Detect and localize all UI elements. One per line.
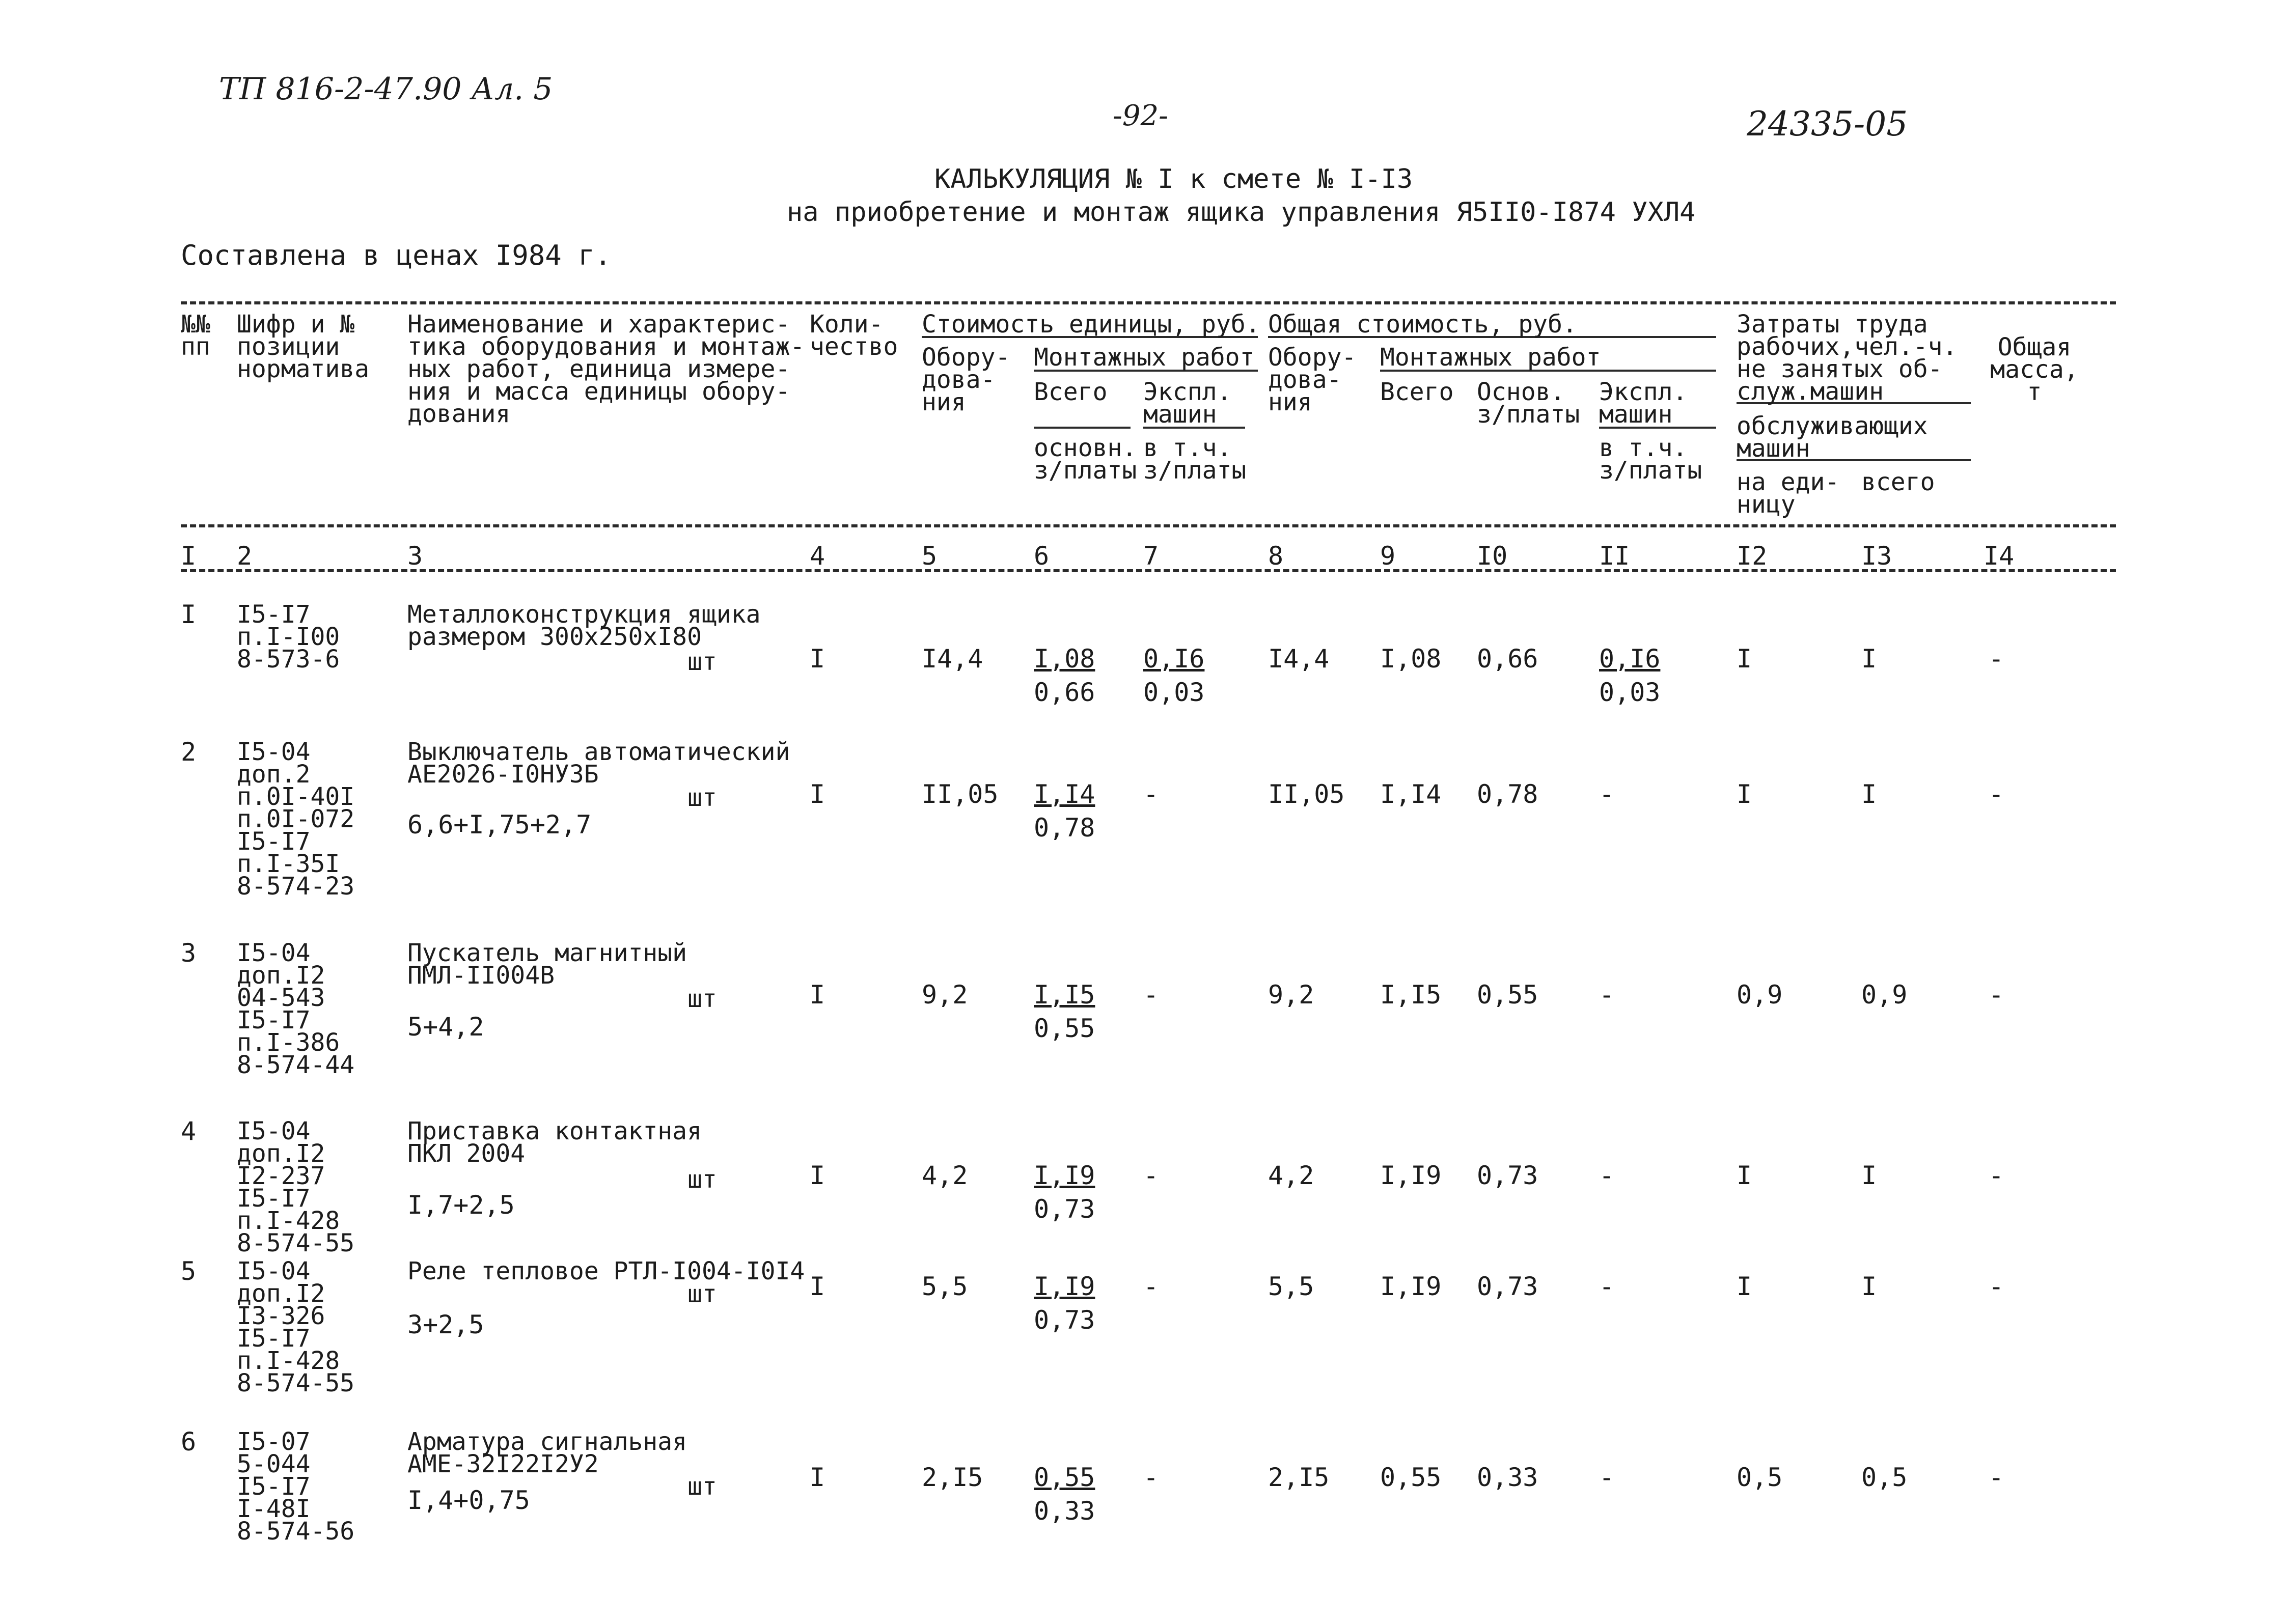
weight-formula: 6,6+I,75+2,7 [407,810,592,839]
header-unit-equipment: Обору- дова- ния [922,343,1010,416]
column-number: 6 [1034,541,1050,571]
item-name: Реле тепловое РТЛ-I004-I0I4 [407,1257,805,1285]
column-number: II [1599,541,1630,571]
total-equipment-cost: 4,2 [1268,1161,1314,1190]
total-mount-total: I,I5 [1380,980,1442,1010]
weight-formula: 3+2,5 [407,1310,484,1339]
header-unit-machines: Экспл. машин [1143,378,1232,429]
header-labor: Затраты труда рабочих,чел.-ч. не занятых об- служ.машин [1737,310,1958,406]
quantity: I [810,1463,825,1492]
column-number: I0 [1477,541,1508,571]
total-machine-cost: - [1599,980,1615,1010]
column-number: 3 [407,541,423,571]
total-mass: - [1989,779,2004,809]
unit-mount-total: I,08 [1034,644,1095,674]
norm-code: I5-I7 п.I-I00 8-573-6 [237,600,340,674]
header-labor-per-unit: на еди- ницу [1737,468,1840,519]
row-number: 6 [181,1427,197,1457]
total-mount-total: I,I9 [1380,1161,1442,1190]
document-title: КАЛЬКУЛЯЦИЯ № I к смете № I-I3 [934,164,1413,194]
total-equipment-cost: II,05 [1268,779,1345,809]
unit-total-underline [1034,427,1131,429]
item-name: Пускатель магнитный ПМЛ-II004В [407,939,687,990]
table-header-bottom-rule [181,524,2116,527]
total-machine-wage: 0,03 [1599,678,1661,707]
table-top-rule [181,301,2116,304]
labor-per-unit: 0,5 [1737,1463,1783,1492]
labor-per-unit: 0,9 [1737,980,1783,1010]
labor-total: I [1861,1272,1877,1301]
labor-total: I [1861,644,1877,674]
unit-machine-cost: 0,I6 [1143,644,1205,674]
header-unit-incl-wage: в т.ч. з/платы [1143,434,1247,485]
total-base-wage: 0,73 [1477,1272,1538,1301]
norm-code: I5-04 доп.I2 I2-237 I5-I7 п.I-428 8-574-55 [237,1117,355,1257]
total-base-wage: 0,73 [1477,1161,1538,1190]
item-unit: шт [687,985,717,1013]
total-machine-cost: - [1599,779,1615,809]
quantity: I [810,644,825,674]
labor-per-unit: I [1737,1161,1752,1190]
page-number: -92- [1113,99,1169,132]
header-total-cost: Общая стоимость, руб. [1268,310,1577,339]
document-subtitle: на приобретение и монтаж ящика управления Я5II0-I874 УХЛ4 [787,197,1696,228]
unit-equipment-cost: 2,I5 [922,1463,983,1492]
item-unit: шт [687,1280,717,1308]
item-unit: шт [687,648,717,676]
labor-per-unit: I [1737,644,1752,674]
labor-total: 0,5 [1861,1463,1908,1492]
unit-mount-base-wage: 0,73 [1034,1305,1095,1335]
column-number: 9 [1380,541,1396,571]
norm-code: I5-04 доп.I2 I3-326 I5-I7 п.I-428 8-574-55 [237,1257,355,1397]
unit-machine-wage: 0,03 [1143,678,1205,707]
total-base-wage: 0,78 [1477,779,1538,809]
header-unit-mounting: Монтажных работ [1034,343,1255,372]
weight-formula: I,4+0,75 [407,1486,530,1515]
row-number: 4 [181,1116,197,1146]
unit-mount-base-wage: 0,33 [1034,1496,1095,1526]
unit-mount-base-wage: 0,78 [1034,813,1095,843]
column-number: 4 [810,541,825,571]
header-total-machines: Экспл. машин [1599,378,1688,429]
unit-machine-cost: - [1143,1272,1159,1301]
item-name: Выключатель автоматический АЕ2026-I0НУЗБ [407,738,790,789]
unit-mount-base-wage: 0,73 [1034,1194,1095,1224]
total-mount-total: I,I9 [1380,1272,1442,1301]
total-mass: - [1989,1272,2004,1301]
unit-mount-total: I,I5 [1034,980,1095,1010]
total-mass: - [1989,644,2004,674]
column-number: I [181,541,197,571]
unit-equipment-cost: I4,4 [922,644,983,674]
total-mass: - [1989,980,2004,1010]
norm-code: I5-07 5-044 I5-I7 I-48I 8-574-56 [237,1427,355,1546]
header-row-number: №№ пп [181,310,210,361]
quantity: I [810,980,825,1010]
archive-stamp-number: 24335-05 [1747,104,1908,144]
item-name: Арматура сигнальная АМЕ-32I22I2У2 [407,1427,687,1478]
header-unit-cost: Стоимость единицы, руб. [922,310,1260,339]
norm-code: I5-04 доп.2 п.0I-40I п.0I-072 I5-I7 п.I-35I 8-574-23 [237,738,355,901]
header-unit-base-wage: основн. з/платы [1034,434,1137,485]
unit-mount-total: I,I9 [1034,1161,1095,1190]
unit-equipment-cost: 4,2 [922,1161,968,1190]
total-base-wage: 0,66 [1477,644,1538,674]
column-number: 2 [237,541,253,571]
unit-mount-base-wage: 0,66 [1034,678,1095,707]
item-unit: шт [687,1472,717,1501]
column-number: 8 [1268,541,1284,571]
unit-machine-cost: - [1143,779,1159,809]
item-name: Приставка контактная ПКЛ 2004 [407,1117,702,1168]
norm-code: I5-04 доп.I2 04-543 I5-I7 п.I-386 8-574-44 [237,939,355,1079]
row-number: I [181,600,197,629]
header-quantity: Коли- чество [810,310,898,361]
header-total-total: Всего [1380,378,1454,406]
unit-machine-cost: - [1143,1463,1159,1492]
unit-equipment-cost: II,05 [922,779,999,809]
labor-per-unit: I [1737,1272,1752,1301]
total-mount-total: 0,55 [1380,1463,1442,1492]
unit-equipment-cost: 5,5 [922,1272,968,1301]
labor-total: 0,9 [1861,980,1908,1010]
total-mass: - [1989,1463,2004,1492]
item-unit: шт [687,783,717,812]
document-code: ТП 816-2-47.90 Ал. 5 [219,71,553,107]
quantity: I [810,1161,825,1190]
total-mount-total: I,I4 [1380,779,1442,809]
item-name: Металлоконструкция ящика размером 300х250хI80 [407,600,761,651]
total-base-wage: 0,33 [1477,1463,1538,1492]
unit-machine-cost: - [1143,980,1159,1010]
total-equipment-cost: 9,2 [1268,980,1314,1010]
header-labor-total: всего [1861,468,1935,496]
total-mass: - [1989,1161,2004,1190]
total-machine-cost: - [1599,1272,1615,1301]
total-mount-total: I,08 [1380,644,1442,674]
header-name: Наименование и характерис- тика оборудования и монтаж- ных работ, единица измере- ния и масса единицы обору- дования [407,310,805,428]
unit-mount-total: I,I4 [1034,779,1095,809]
unit-mount-total: 0,55 [1034,1463,1095,1492]
unit-machine-cost: - [1143,1161,1159,1190]
total-equipment-cost: 2,I5 [1268,1463,1330,1492]
total-machine-cost: 0,I6 [1599,644,1661,674]
total-equipment-cost: 5,5 [1268,1272,1314,1301]
total-equipment-cost: I4,4 [1268,644,1330,674]
column-number: 5 [922,541,938,571]
weight-formula: 5+4,2 [407,1012,484,1042]
unit-equipment-cost: 9,2 [922,980,968,1010]
labor-total: I [1861,1161,1877,1190]
quantity: I [810,779,825,809]
labor-total: I [1861,779,1877,809]
header-mass: Общая масса, т [1990,333,2079,406]
header-total-mounting: Монтажных работ [1380,343,1601,372]
row-number: 2 [181,737,197,767]
column-number: I4 [1984,541,2015,571]
header-unit-total: Всего [1034,378,1108,406]
total-machine-cost: - [1599,1161,1615,1190]
column-number: 7 [1143,541,1159,571]
unit-mount-base-wage: 0,55 [1034,1014,1095,1043]
header-total-equipment: Обору- дова- ния [1268,343,1357,416]
weight-formula: I,7+2,5 [407,1190,515,1220]
total-machine-cost: - [1599,1463,1615,1492]
unit-mount-total: I,I9 [1034,1272,1095,1301]
quantity: I [810,1272,825,1301]
header-labor-serving: обслуживающих машин [1737,412,1928,463]
item-unit: шт [687,1165,717,1194]
price-base-note: Составлена в ценах I984 г. [181,239,612,271]
header-total-incl-wage: в т.ч. з/платы [1599,434,1702,485]
header-total-base-wage: Основ. з/платы [1477,378,1580,429]
column-number: I3 [1861,541,1892,571]
header-code: Шифр и № позиции норматива [237,310,370,383]
column-number: I2 [1737,541,1768,571]
labor-per-unit: I [1737,779,1752,809]
row-number: 5 [181,1256,197,1286]
total-base-wage: 0,55 [1477,980,1538,1010]
row-number: 3 [181,938,197,968]
